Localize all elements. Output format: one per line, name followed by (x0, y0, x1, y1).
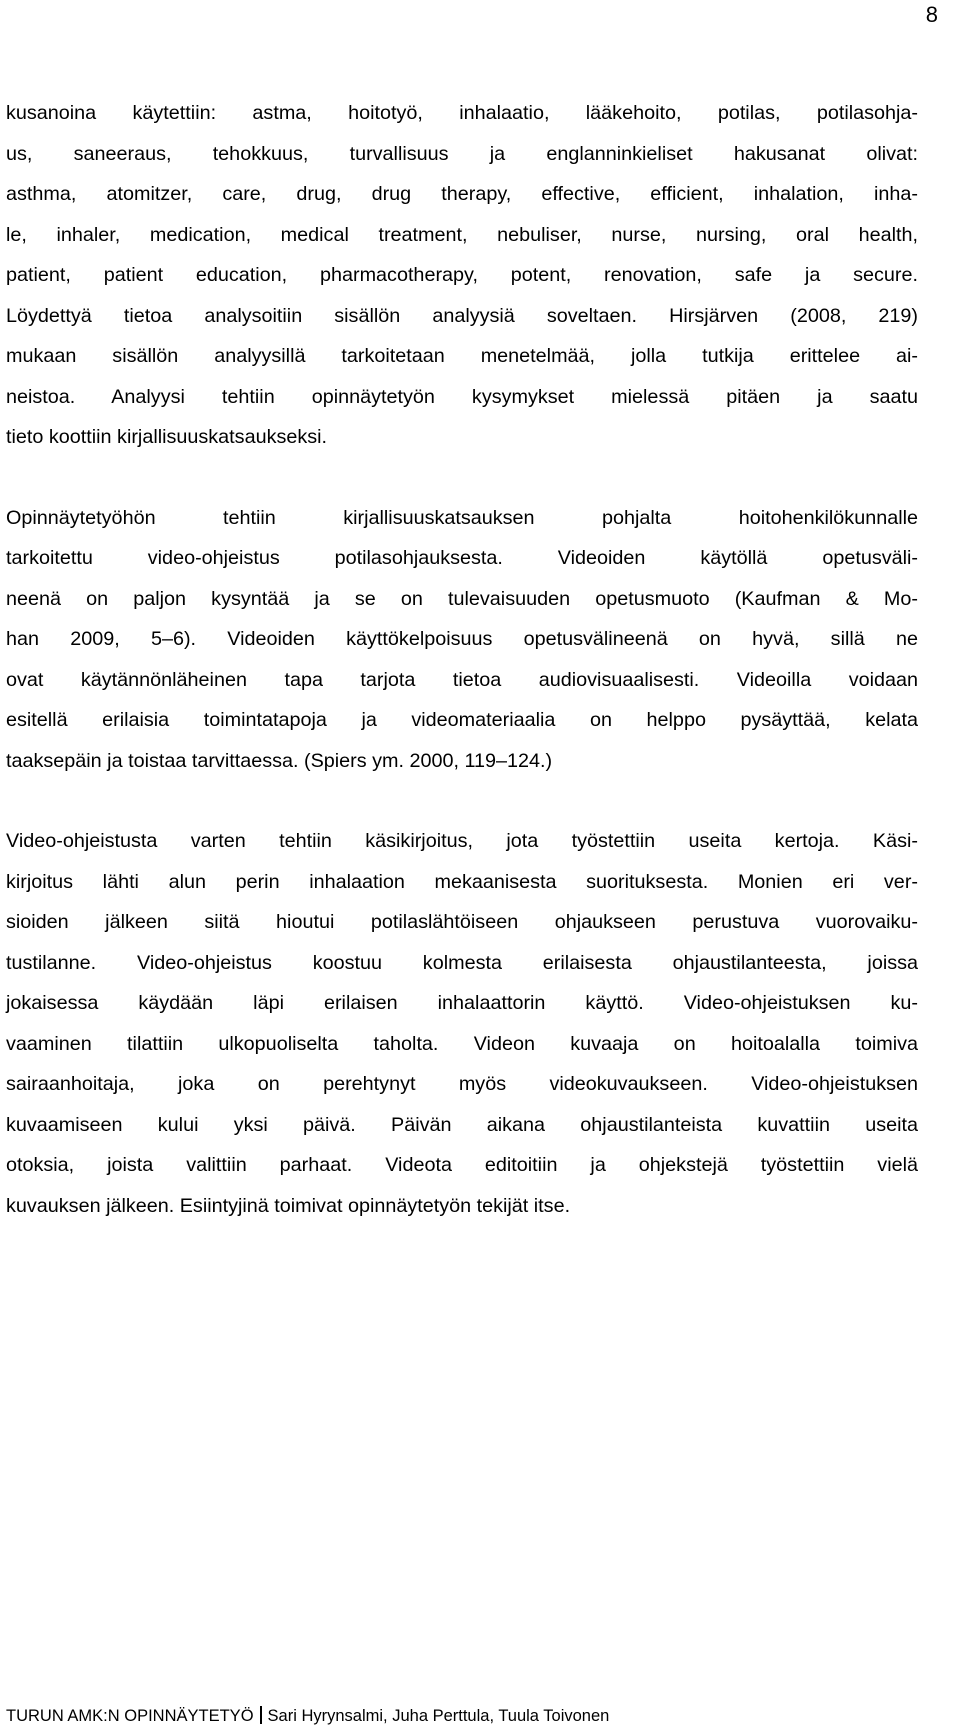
text-line: Opinnäytetyöhön tehtiin kirjallisuuskatsauksen pohjalta hoitohenkilökunnalle (6, 506, 918, 529)
text-line: esitellä erilaisia toimintatapoja ja videomateriaalia on helppo pysäyttää, kelata (6, 709, 918, 731)
footer-separator (260, 1706, 262, 1724)
text-line: asthma, atomitzer, care, drug, drug therapy, effective, efficient, inhalation, inha- (6, 183, 918, 205)
paragraph-2 (6, 498, 918, 782)
paragraph-1 (6, 93, 918, 458)
text-line: Löydettyä tietoa analysoitiin sisällön analyysiä soveltaen. Hirsjärven (2008, 219) (6, 304, 918, 327)
text-line: ovat käytännönläheinen tapa tarjota tietoa audiovisuaalisesti. Videoilla voidaan (6, 668, 918, 691)
text-line: tieto koottiin kirjallisuuskatsaukseksi. (6, 426, 328, 448)
footer-institution: TURUN AMK:N OPINNÄYTETYÖ (6, 1707, 254, 1725)
text-line: kusanoina käytettiin: astma, hoitotyö, inhalaatio, lääkehoito, potilas, potilasohja- (6, 102, 918, 124)
text-line: kirjoitus lähti alun perin inhalaation mekaanisesta suorituksesta. Monien eri ver- (6, 870, 918, 893)
footer-authors: Sari Hyrynsalmi, Juha Perttula, Tuula Toivonen (267, 1707, 610, 1725)
text-line: Video-ohjeistusta varten tehtiin käsikirjoitus, jota työstettiin useita kertoja. Käsi- (6, 830, 918, 852)
document-body (6, 93, 918, 1226)
text-line: jokaisessa käydään läpi erilaisen inhalaattorin käyttö. Video-ohjeistuksen ku- (6, 992, 918, 1014)
text-line: sioiden jälkeen siitä hioutui potilaslähtöiseen ohjaukseen perustuva vuorovaiku- (6, 911, 918, 933)
text-line: tarkoitettu video-ohjeistus potilasohjauksesta. Videoiden käytöllä opetusväli- (6, 547, 918, 569)
text-line: otoksia, joista valittiin parhaat. Videota editoitiin ja ohjekstejä työstettiin vielä (6, 1154, 918, 1176)
paragraph-spacer (6, 458, 918, 498)
text-line: patient, patient education, pharmacotherapy, potent, renovation, safe ja secure. (6, 264, 918, 286)
text-line: tustilanne. Video-ohjeistus koostuu kolmesta erilaisesta ohjaustilanteesta, joissa (6, 951, 918, 974)
text-line: mukaan sisällön analyysillä tarkoitetaan menetelmää, jolla tutkija erittelee ai- (6, 345, 918, 367)
page-footer (6, 1706, 609, 1726)
text-line: kuvaamiseen kului yksi päivä. Päivän aikana ohjaustilanteista kuvattiin useita (6, 1113, 918, 1136)
text-line: sairaanhoitaja, joka on perehtynyt myös videokuvaukseen. Video-ohjeistuksen (6, 1073, 918, 1095)
paragraph-spacer (6, 781, 918, 821)
text-line: us, saneeraus, tehokkuus, turvallisuus ja englanninkieliset hakusanat olivat: (6, 142, 918, 165)
text-line: neistoa. Analyysi tehtiin opinnäytetyön kysymykset mielessä pitäen ja saatu (6, 385, 918, 408)
text-line: vaaminen tilattiin ulkopuoliselta taholta. Videon kuvaaja on hoitoalalla toimiva (6, 1032, 918, 1055)
text-line: taaksepäin ja toistaa tarvittaessa. (Spiers ym. 2000, 119–124.) (6, 749, 553, 772)
text-line: han 2009, 5–6). Videoiden käyttökelpoisuus opetusvälineenä on hyvä, sillä ne (6, 628, 918, 650)
page-number: 8 (925, 2, 938, 27)
text-line: neenä on paljon kysyntää ja se on tulevaisuuden opetusmuoto (Kaufman & Mo- (6, 587, 918, 610)
paragraph-3 (6, 821, 918, 1226)
text-line: le, inhaler, medication, medical treatment, nebuliser, nurse, nursing, oral health, (6, 223, 918, 246)
text-line: kuvauksen jälkeen. Esiintyjinä toimivat opinnäytetyön tekijät itse. (6, 1194, 571, 1217)
